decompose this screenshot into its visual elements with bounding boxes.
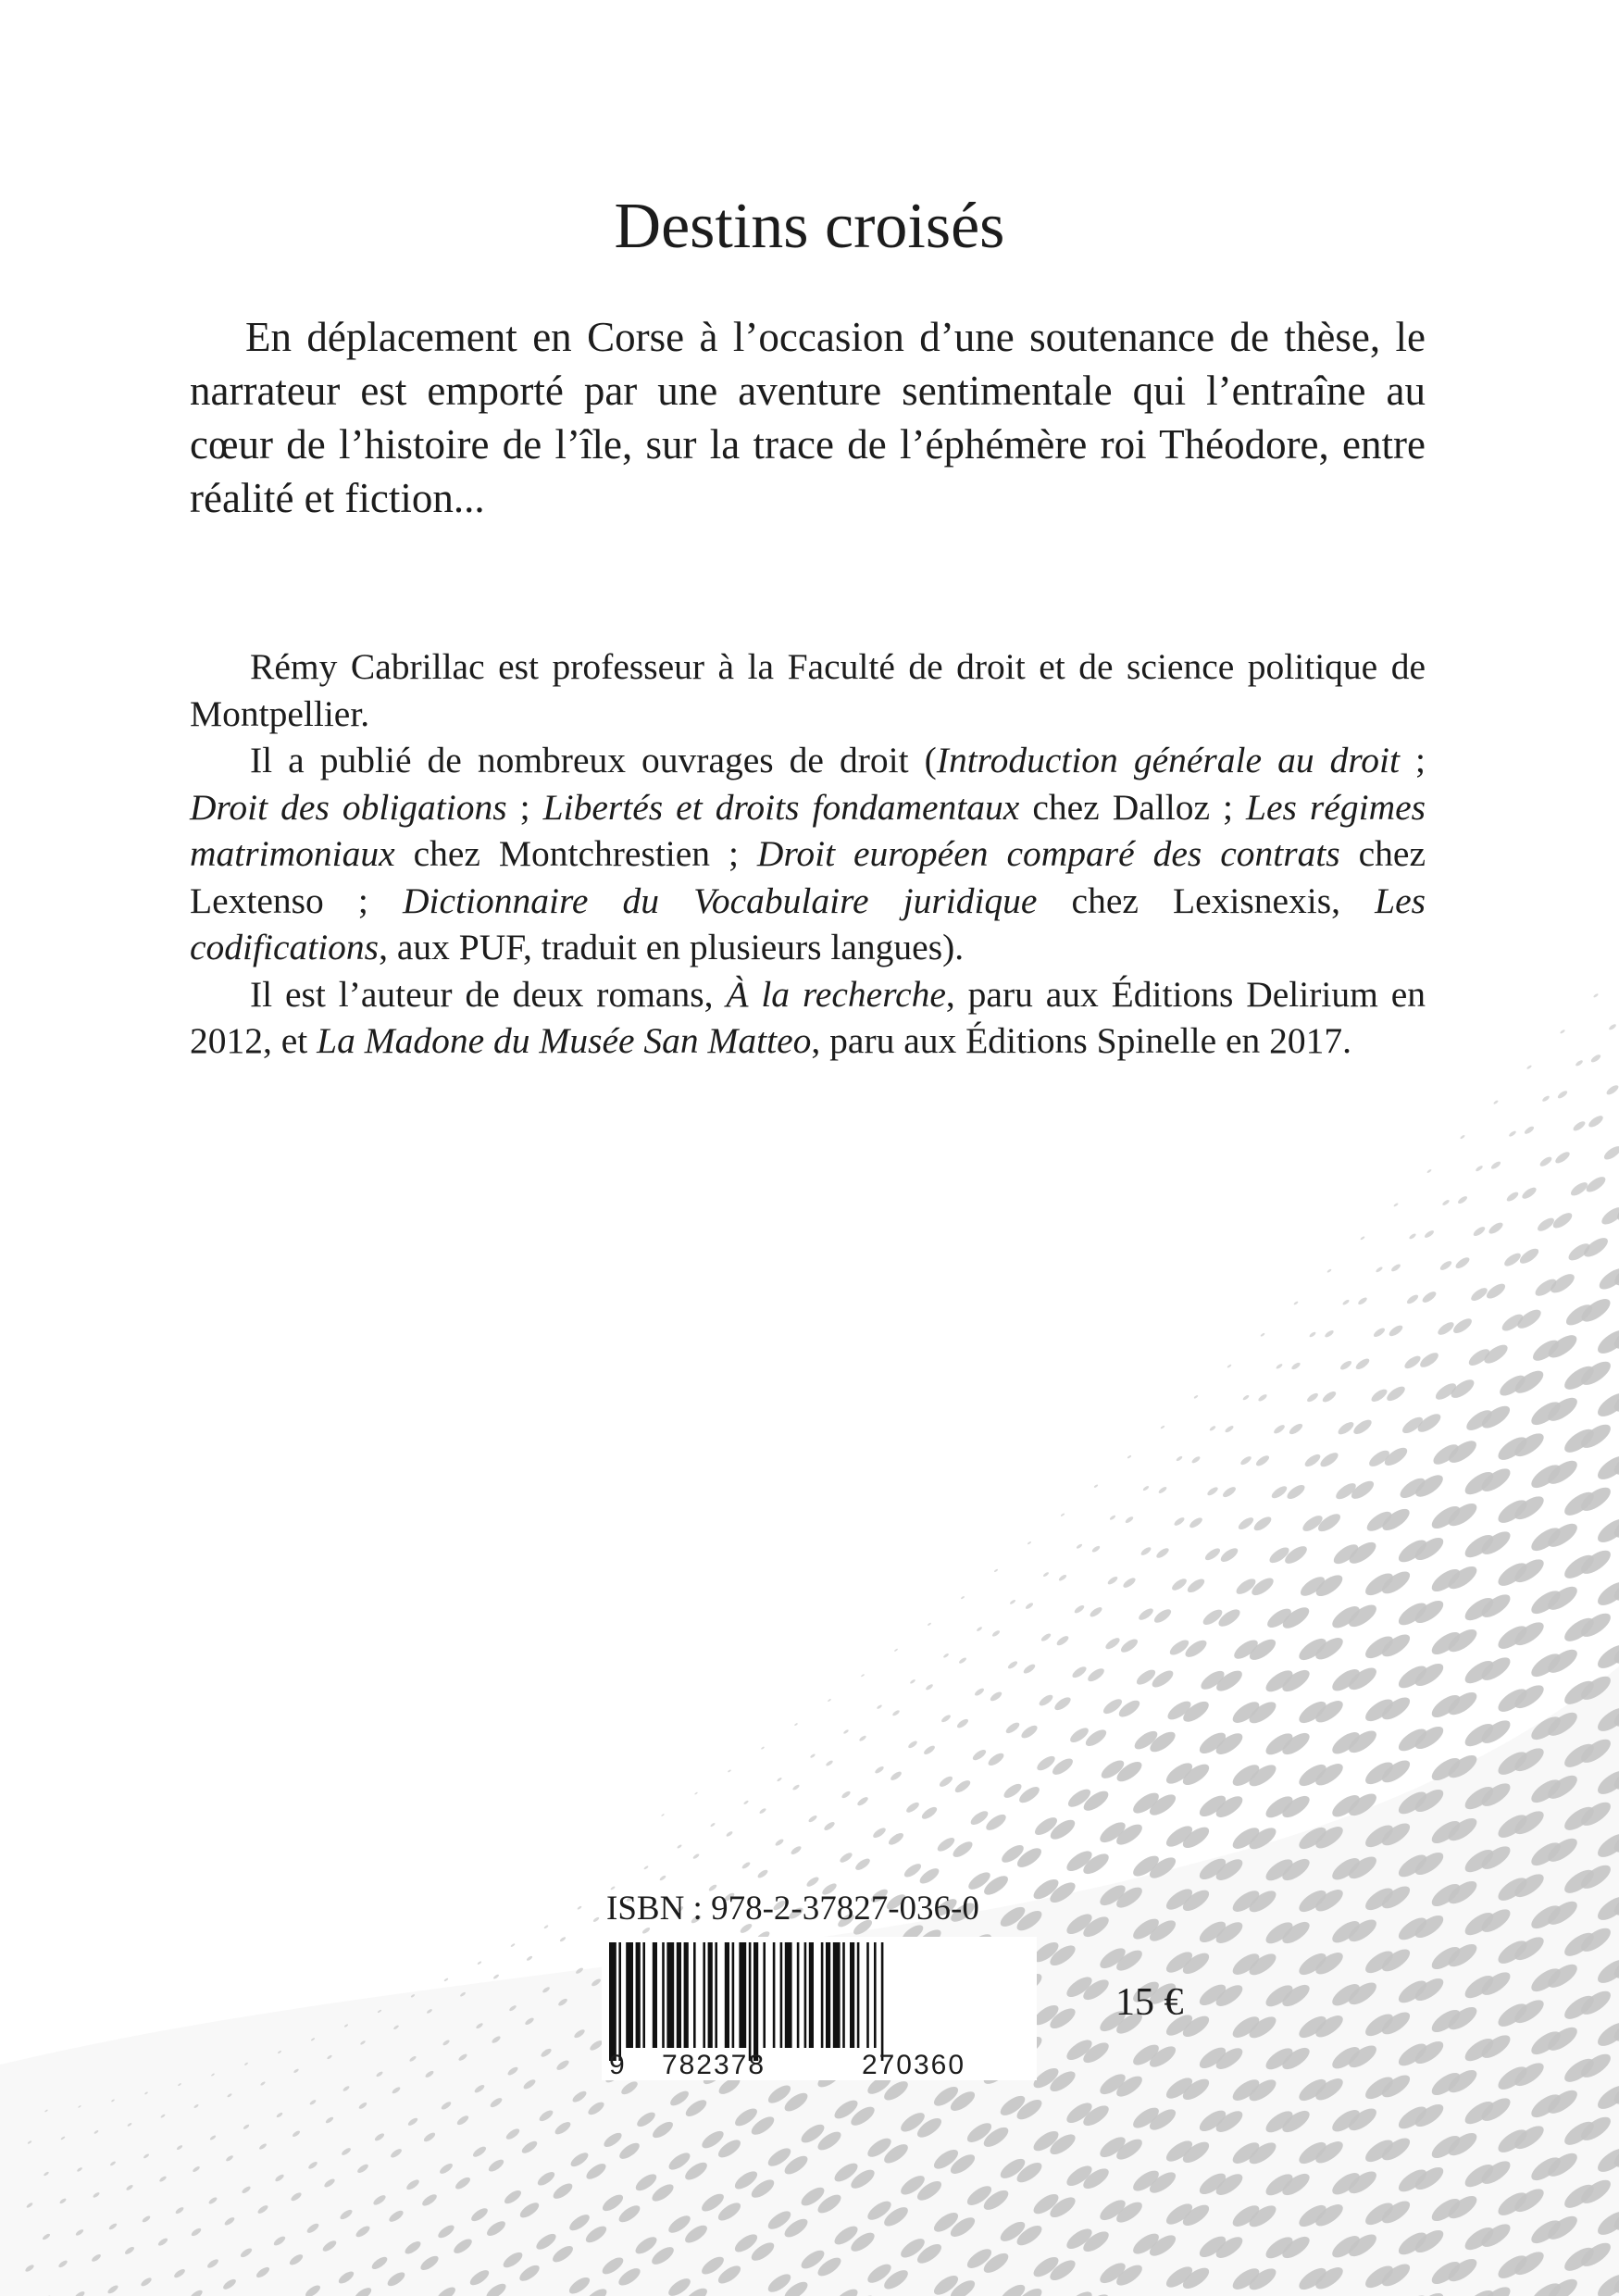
halftone-dot — [825, 1759, 833, 1766]
halftone-dot — [1376, 1266, 1384, 1273]
halftone-dot — [858, 1735, 866, 1742]
halftone-dot — [1106, 1575, 1118, 1586]
barcode-bar — [809, 1942, 814, 2048]
halftone-dot — [1385, 1384, 1407, 1404]
halftone-dot — [861, 1674, 865, 1678]
halftone-dot — [1052, 1695, 1073, 1713]
halftone-dot — [971, 1748, 988, 1763]
halftone-dot — [1388, 1323, 1404, 1338]
halftone-dot — [1557, 1090, 1569, 1100]
halftone-dot — [1441, 1199, 1450, 1206]
halftone-dot — [726, 1830, 734, 1838]
barcode-bar — [715, 1942, 717, 2048]
barcode-bar — [785, 1942, 792, 2048]
halftone-dot — [1206, 1486, 1219, 1497]
halftone-dot — [955, 1717, 969, 1729]
halftone-dot — [1493, 1100, 1499, 1104]
halftone-dot — [1405, 1293, 1419, 1305]
halftone-dot — [1408, 1232, 1416, 1240]
barcode-bar — [693, 1942, 696, 2048]
halftone-dot — [1538, 1155, 1553, 1168]
halftone-dot — [894, 1648, 899, 1652]
halftone-dot — [492, 1974, 499, 1979]
halftone-dot — [828, 1699, 831, 1703]
barcode-digit-first: 9 — [609, 2050, 625, 2080]
halftone-dot — [543, 1925, 549, 1929]
barcode-bar — [773, 1942, 776, 2048]
halftone-dot — [1508, 1130, 1516, 1138]
halftone-dot — [443, 1978, 448, 1982]
halftone-dot — [841, 1790, 852, 1799]
halftone-dot — [925, 1683, 934, 1691]
halftone-dot — [974, 1687, 985, 1697]
halftone-dot — [923, 1744, 937, 1756]
halftone-dot — [510, 1943, 516, 1948]
halftone-dot — [1040, 1632, 1052, 1642]
halftone-dot — [1091, 1545, 1102, 1554]
halftone-dot — [1260, 1332, 1265, 1337]
halftone-dot — [1369, 1387, 1389, 1404]
barcode-bar — [677, 1942, 681, 2048]
barcode-bar — [662, 1942, 665, 2048]
barcode-digits-right: 270360 — [861, 2050, 966, 2080]
halftone-dot — [1490, 1160, 1502, 1170]
halftone-dot — [1526, 1065, 1532, 1070]
halftone-dot — [1541, 1095, 1551, 1103]
barcode-bar — [636, 1942, 641, 2048]
halftone-dot — [1137, 1606, 1154, 1622]
halftone-dot — [756, 1868, 769, 1879]
halftone-dot — [1022, 1663, 1037, 1676]
halftone-dot — [1457, 1195, 1468, 1205]
halftone-dot — [1357, 1296, 1368, 1306]
halftone-dot — [1438, 1259, 1452, 1272]
halftone-dot — [1257, 1393, 1268, 1403]
halftone-dot — [1242, 1394, 1250, 1401]
halftone-dot — [1186, 1577, 1207, 1595]
barcode-bar — [609, 1942, 616, 2061]
halftone-dot — [1188, 1516, 1203, 1529]
halftone-dot — [928, 1622, 932, 1626]
halftone-dot — [874, 1766, 885, 1775]
halftone-dot — [987, 1751, 1006, 1767]
halftone-dot — [1252, 1515, 1273, 1533]
halftone-dot — [989, 1691, 1003, 1703]
barcode-bar — [653, 1942, 657, 2048]
halftone-dot — [1019, 1723, 1039, 1741]
halftone-dot — [810, 1753, 816, 1759]
halftone-dot — [1517, 1246, 1540, 1267]
halftone-dot — [1475, 1165, 1483, 1172]
halftone-dot — [1587, 1114, 1604, 1129]
halftone-dot — [1436, 1320, 1456, 1338]
barcode-bar — [763, 1942, 766, 2048]
halftone-dot — [940, 1714, 952, 1724]
barcode-bar — [842, 1942, 845, 2048]
halftone-dot — [1460, 1134, 1465, 1139]
halftone-dot — [1009, 1599, 1015, 1604]
halftone-dot — [1303, 1452, 1323, 1468]
halftone-dot — [887, 1831, 905, 1847]
barcode-bar — [703, 1942, 705, 2048]
halftone-dot — [1176, 1455, 1183, 1462]
barcode-digits-left: 782378 — [661, 2050, 766, 2080]
barcode-bar — [826, 1942, 830, 2048]
barcode-bar — [850, 1942, 854, 2048]
halftone-dot — [1309, 1331, 1317, 1339]
halftone-dot — [1290, 1361, 1301, 1370]
halftone-dot — [741, 1861, 752, 1869]
halftone-dot — [872, 1826, 888, 1840]
halftone-dot — [1140, 1546, 1152, 1557]
halftone-dot — [823, 1820, 836, 1831]
halftone-dot — [909, 1678, 915, 1684]
halftone-dot — [559, 1936, 567, 1942]
halftone-dot — [677, 1844, 682, 1849]
halftone-dot — [1071, 1665, 1089, 1679]
barcode-bar — [708, 1942, 713, 2048]
halftone-dot — [710, 1822, 716, 1827]
halftone-dot — [1004, 1720, 1021, 1735]
barcode-bar — [739, 1942, 746, 2048]
book-title: Destins croisés — [614, 191, 1005, 262]
halftone-dot — [1027, 1541, 1032, 1544]
author-bio — [190, 643, 1426, 1065]
bio-paragraph-2: Il a publié de nombreux ouvrages de droit (Introduction générale au droit ; Droit des obligations ; Libertés et droits fondamentaux chez Dalloz ; Les régimes matrimoniaux chez Montchrestien ; Droit européen comparé des contrats chez Lextenso ; Dictionnaire du Vocabulaire juridique chez Lexisnexis, Les codifications, aux PUF, traduit en plusieurs langues). — [190, 740, 1426, 967]
halftone-dot — [807, 1815, 817, 1824]
halftone-dot — [1390, 1263, 1401, 1273]
halftone-dot — [890, 1770, 903, 1782]
halftone-dot — [692, 1853, 700, 1859]
barcode-bar — [642, 1942, 645, 2048]
halftone-dot — [907, 1740, 918, 1750]
halftone-dot — [1142, 1485, 1150, 1491]
halftone-dot — [1270, 1484, 1289, 1501]
halftone-dot — [1454, 1255, 1472, 1270]
halftone-dot — [1193, 1394, 1198, 1399]
halftone-dot — [1203, 1546, 1222, 1563]
halftone-dot — [592, 1916, 600, 1923]
barcode-bar — [626, 1942, 633, 2048]
halftone-dot — [1285, 1482, 1307, 1502]
halftone-dot — [659, 1875, 666, 1881]
barcode-bar — [725, 1942, 729, 2048]
blurb-paragraph: En déplacement en Corse à l’occasion d’une soutenance de thèse, le narrateur est emporté par une aventure sentimentale qui l’entraîne au cœur de l’histoire de l’île, sur la trace de l’éphémère roi Théodore, entre réalité et fiction... — [190, 314, 1426, 521]
bio-paragraph-3: Il est l’auteur de deux romans, À la recherche, paru aux Éditions Delirium en 2012, et La Madone du Musée San Matteo, paru aux Éditions Spinelle en 2017. — [190, 973, 1426, 1061]
halftone-dot — [1402, 1354, 1422, 1371]
halftone-dot — [1158, 1486, 1168, 1494]
halftone-dot — [1608, 1023, 1617, 1030]
halftone-dot — [1360, 1236, 1365, 1241]
barcode-bar — [833, 1942, 841, 2048]
halftone-dot — [942, 1653, 949, 1658]
barcode-bar — [780, 1942, 783, 2048]
halftone-dot — [903, 1861, 924, 1879]
halftone-dot — [1306, 1391, 1320, 1404]
halftone-dot — [759, 1807, 767, 1815]
halftone-dot — [777, 1777, 782, 1782]
halftone-dot — [991, 1629, 1001, 1638]
halftone-dot — [1122, 1576, 1138, 1589]
halftone-dot — [790, 1845, 803, 1856]
halftone-dot — [1042, 1571, 1049, 1577]
barcode-bar — [881, 1942, 884, 2061]
halftone-dot — [1025, 1602, 1034, 1610]
bio-paragraph-1: Rémy Cabrillac est professeur à la Faculté de droit et de science politique de Montpellier. — [190, 646, 1426, 734]
barcode-bar — [804, 1942, 807, 2048]
halftone-dot — [477, 1961, 481, 1965]
halftone-dot — [1076, 1543, 1083, 1550]
halftone-dot — [1119, 1637, 1140, 1655]
halftone-dot — [1152, 1607, 1174, 1626]
halftone-dot — [1337, 1420, 1356, 1437]
barcode — [602, 1937, 1037, 2080]
halftone-dot — [1505, 1191, 1520, 1204]
halftone-dot — [743, 1800, 749, 1805]
halftone-dot — [694, 1791, 698, 1794]
halftone-dot — [968, 1808, 990, 1827]
halftone-dot — [792, 1784, 801, 1791]
halftone-dot — [1553, 1150, 1571, 1166]
halftone-dot — [904, 1801, 920, 1815]
halftone-dot — [1273, 1423, 1287, 1435]
halftone-dot — [577, 1905, 582, 1910]
halftone-dot — [891, 1709, 900, 1716]
halftone-dot — [1324, 1329, 1335, 1339]
halftone-dot — [1469, 1286, 1489, 1304]
barcode-bar — [666, 1942, 674, 2048]
halftone-dot — [1227, 1364, 1232, 1368]
halftone-dot — [1318, 1450, 1340, 1469]
halftone-dot — [1321, 1390, 1338, 1404]
halftone-dot — [853, 1856, 871, 1872]
halftone-dot — [794, 1723, 798, 1727]
halftone-dot — [1418, 1350, 1441, 1370]
halftone-dot — [1055, 1634, 1070, 1647]
barcode-bar — [732, 1942, 735, 2048]
halftone-dot — [1572, 1119, 1587, 1132]
barcode-bar — [684, 1942, 689, 2048]
halftone-dot — [1089, 1605, 1103, 1618]
barcode-bar — [797, 1942, 800, 2048]
halftone-dot — [1007, 1660, 1019, 1670]
halftone-dot — [1326, 1268, 1332, 1273]
halftone-dot — [728, 1769, 731, 1773]
halftone-dot — [1170, 1577, 1189, 1592]
barcode-bar — [749, 1942, 752, 2061]
halftone-dot — [877, 1704, 883, 1710]
halftone-dot — [1093, 1484, 1098, 1489]
barcode-bar — [857, 1942, 860, 2048]
halftone-dot — [761, 1746, 765, 1750]
halftone-dot — [1351, 1417, 1374, 1437]
halftone-dot — [938, 1775, 954, 1789]
halftone-dot — [958, 1656, 967, 1665]
barcode-bar — [618, 1942, 621, 2061]
halftone-dot — [1451, 1316, 1475, 1336]
halftone-dot — [1103, 1636, 1121, 1652]
halftone-dot — [1224, 1425, 1234, 1434]
halftone-dot — [1488, 1220, 1505, 1235]
halftone-dot — [1254, 1454, 1271, 1467]
halftone-dot — [1599, 1204, 1619, 1228]
halftone-dot — [1354, 1356, 1371, 1371]
halftone-dot — [774, 1838, 784, 1847]
halftone-dot — [1590, 1054, 1602, 1064]
barcode-bars — [609, 1942, 883, 2061]
halftone-dot — [1502, 1251, 1523, 1268]
halftone-dot — [976, 1626, 982, 1631]
halftone-dot — [951, 1839, 975, 1860]
halftone-dot — [935, 1835, 956, 1853]
halftone-dot — [1190, 1455, 1201, 1465]
halftone-dot — [1239, 1454, 1252, 1466]
halftone-dot — [1218, 1545, 1239, 1564]
barcode-bar — [821, 1942, 824, 2048]
price-label: 15 € — [1115, 1981, 1184, 2024]
barcode-bar — [874, 1942, 877, 2048]
halftone-dot — [843, 1729, 850, 1735]
halftone-dot — [1221, 1485, 1237, 1499]
halftone-dot — [1109, 1515, 1116, 1521]
halftone-dot — [526, 1955, 533, 1962]
halftone-dot — [643, 1866, 649, 1870]
halftone-dot — [856, 1795, 869, 1806]
halftone-dot — [1339, 1359, 1352, 1371]
halftone-dot — [1060, 1513, 1065, 1516]
halftone-dot — [1575, 1059, 1584, 1067]
halftone-dot — [1293, 1301, 1299, 1305]
halftone-dot — [1472, 1225, 1487, 1238]
halftone-dot — [1421, 1290, 1438, 1304]
halftone-dot — [1086, 1666, 1106, 1684]
halftone-dot — [1127, 1454, 1131, 1459]
halftone-dot — [1593, 993, 1599, 999]
halftone-dot — [1342, 1299, 1351, 1306]
halftone-dot — [953, 1778, 973, 1795]
halftone-dot — [1173, 1516, 1186, 1528]
halftone-dot — [1276, 1363, 1284, 1369]
halftone-dot — [1484, 1281, 1507, 1302]
halftone-dot — [839, 1851, 854, 1864]
halftone-dot — [1393, 1203, 1399, 1207]
halftone-dot — [1038, 1693, 1054, 1708]
halftone-dot — [1560, 1029, 1565, 1035]
halftone-dot — [661, 1814, 665, 1816]
halftone-dot — [1426, 1168, 1432, 1173]
halftone-dot — [1424, 1229, 1435, 1240]
halftone-dot — [1155, 1546, 1171, 1560]
halftone-dot — [1058, 1574, 1067, 1582]
halftone-dot — [1160, 1425, 1164, 1429]
halftone-dot — [1602, 1143, 1619, 1162]
halftone-dot — [1073, 1603, 1085, 1614]
isbn-label: ISBN : 978-2-37827-036-0 — [606, 1890, 979, 1928]
barcode-bar — [753, 1942, 758, 2061]
halftone-dot — [920, 1804, 939, 1821]
halftone-dot — [994, 1568, 999, 1572]
halftone-dot — [1605, 1083, 1619, 1096]
halftone-dot — [805, 1876, 820, 1889]
halftone-dot — [961, 1596, 965, 1600]
halftone-dot — [1520, 1185, 1538, 1201]
halftone-dot — [1237, 1516, 1255, 1532]
halftone-dot — [1372, 1327, 1386, 1339]
halftone-dot — [1209, 1425, 1216, 1431]
halftone-dot — [1551, 1210, 1575, 1230]
halftone-dot — [1524, 1125, 1536, 1135]
halftone-dot — [1125, 1516, 1135, 1524]
halftone-dot — [917, 1866, 941, 1887]
barcode-bar — [866, 1942, 869, 2048]
halftone-dot — [1288, 1422, 1304, 1436]
